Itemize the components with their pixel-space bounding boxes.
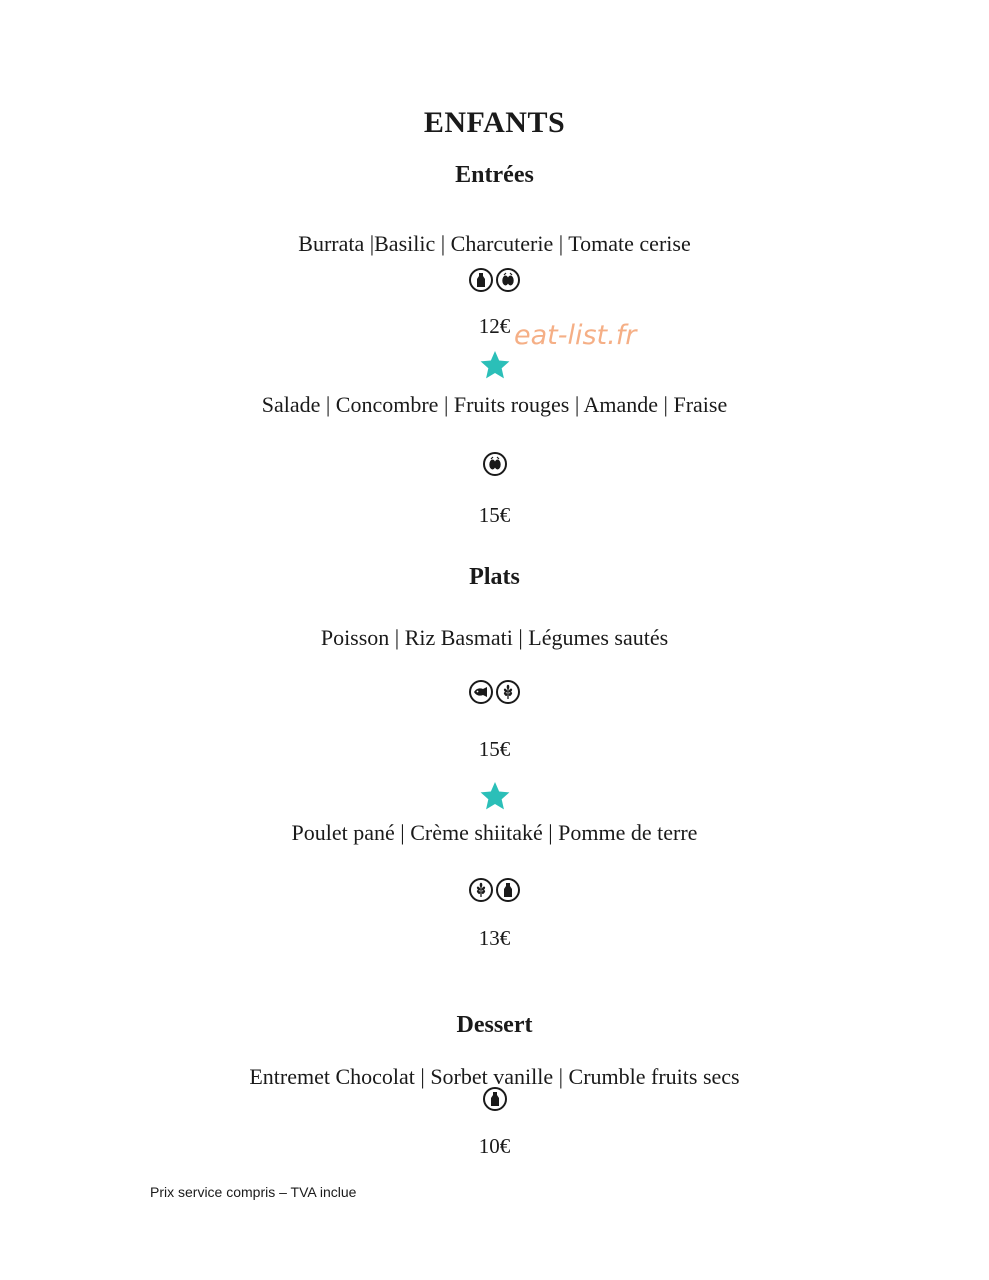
milk-bottle-icon <box>496 878 520 902</box>
wheat-icon <box>496 680 520 704</box>
page-title: ENFANTS <box>423 106 566 139</box>
dish-name: Poisson | Riz Basmati | Légumes sautés <box>320 625 669 650</box>
allergen-icons <box>0 1087 989 1117</box>
allergen-icons <box>0 268 989 298</box>
section-title-entrees: Entrées <box>455 162 534 188</box>
nuts-icon <box>483 452 507 476</box>
fish-icon <box>469 680 493 704</box>
nuts-icon <box>496 268 520 292</box>
allergen-icons <box>0 680 989 710</box>
dish-price: 13€ <box>478 926 511 950</box>
section-title-dessert: Dessert <box>456 1012 533 1038</box>
dish-price: 15€ <box>478 737 511 761</box>
allergen-icons <box>0 878 989 908</box>
dish-name: Poulet pané | Crème shiitaké | Pomme de terre <box>291 820 698 845</box>
dish-name: Entremet Chocolat | Sorbet vanille | Crumble fruits secs <box>249 1064 740 1089</box>
section-title-plats: Plats <box>469 564 520 590</box>
footer-note: Prix service compris – TVA inclue <box>150 1184 357 1200</box>
star-icon <box>0 349 989 383</box>
dish-name: Burrata |Basilic | Charcuterie | Tomate cerise <box>298 231 691 256</box>
milk-bottle-icon <box>469 268 493 292</box>
allergen-icons <box>0 452 989 482</box>
dish-price: 15€ <box>478 503 511 527</box>
dish-price: 10€ <box>478 1134 511 1158</box>
watermark: eat-list.fr <box>514 320 637 351</box>
wheat-icon <box>469 878 493 902</box>
milk-bottle-icon <box>483 1087 507 1111</box>
star-icon <box>0 780 989 814</box>
dish-name: Salade | Concombre | Fruits rouges | Amande | Fraise <box>261 392 728 417</box>
dish-price: 12€ <box>478 314 511 338</box>
